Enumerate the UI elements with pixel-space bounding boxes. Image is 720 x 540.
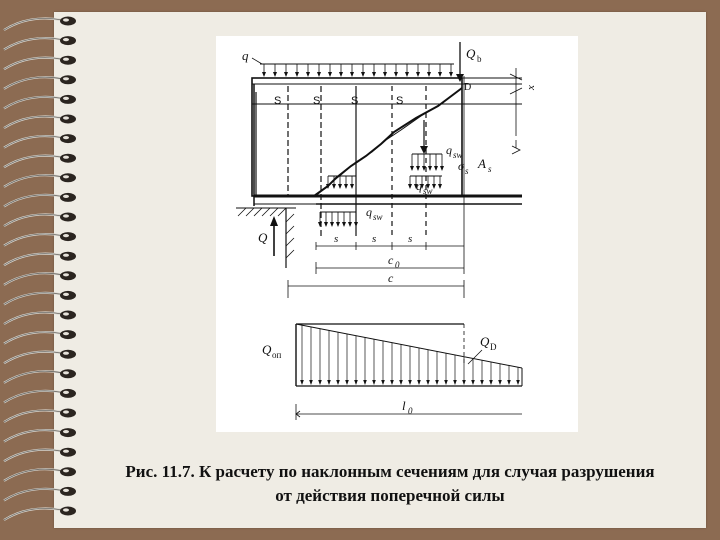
diagram-panel [216, 36, 578, 432]
spiral-ring [4, 330, 76, 344]
spiral-ring [4, 95, 76, 109]
s-label: s [334, 233, 339, 245]
spiral-ring [4, 173, 76, 187]
spiral-ring [4, 487, 76, 501]
spiral-ring [4, 75, 76, 89]
spiral-binding [0, 0, 80, 540]
spiral-ring [4, 409, 76, 423]
spiral-ring [4, 17, 76, 31]
distributed-load [260, 64, 454, 77]
q-d-subscript: D [490, 342, 497, 352]
q-load-label: q [242, 48, 249, 63]
q-op-subscript: оп [272, 350, 282, 360]
sigma-s-subscript: s [465, 166, 469, 176]
point-d-label: D [464, 82, 472, 93]
beam-outline [252, 78, 522, 206]
spiral-ring [4, 36, 76, 50]
spiral-ring [4, 271, 76, 285]
spiral-ring [4, 115, 76, 129]
sigma-s-label: σ [458, 159, 464, 173]
stirrup-spacing-label: S [313, 95, 321, 107]
spiral-ring [4, 56, 76, 69]
stirrup-spacing-label: S [274, 95, 282, 107]
x-label: x [525, 85, 537, 90]
stirrup-spacing-label: S [351, 95, 359, 107]
s-label: s [372, 233, 377, 245]
qsw-subscript: sw [453, 150, 463, 160]
qsw-label: q [416, 179, 422, 193]
l0-subscript: 0 [408, 406, 413, 416]
qsw-label: q [366, 205, 372, 219]
c-label: c [388, 271, 394, 285]
beam-diagram [216, 36, 578, 432]
spiral-ring [4, 154, 76, 168]
qb-subscript: b [477, 54, 482, 64]
spiral-ring [4, 448, 76, 462]
spiral-ring [4, 507, 76, 521]
caption-line-2: от действия поперечной силы [275, 486, 505, 505]
spiral-ring [4, 134, 76, 148]
spiral-ring [4, 389, 76, 403]
qsw-label: q [446, 143, 452, 157]
spiral-ring [4, 252, 76, 266]
q-d-label: Q [480, 334, 490, 349]
spiral-ring [4, 350, 76, 364]
q-support-label: Q [258, 230, 268, 245]
stirrup-spacing-labels [274, 95, 403, 107]
figure-caption [70, 460, 710, 508]
spiral-ring [4, 369, 76, 383]
spiral-ring [4, 311, 76, 325]
qsw-subscript: sw [373, 212, 383, 222]
spiral-ring [4, 232, 76, 246]
spiral-ring [4, 213, 76, 227]
stirrup-spacing-label: S [396, 95, 404, 107]
shear-force-qb [456, 42, 482, 93]
qsw-subscript: sw [423, 186, 433, 196]
spiral-ring [4, 291, 76, 305]
as-subscript: s [488, 164, 492, 174]
stirrups [256, 86, 426, 236]
s-label: s [408, 233, 413, 245]
caption-line-1: Рис. 11.7. К расчету по наклонным сечениям для случая разрушения [125, 462, 655, 481]
c0-subscript: 0 [395, 260, 400, 270]
spiral-ring [4, 467, 76, 481]
q-op-label: Q [262, 342, 272, 357]
l0-label: l [402, 398, 406, 413]
qb-label: Q [466, 46, 476, 61]
spiral-ring [4, 193, 76, 207]
as-label: A [478, 156, 486, 171]
stirrup-force-arrows [318, 120, 444, 227]
spiral-ring [4, 428, 76, 442]
c0-label: c [388, 253, 394, 267]
c-dimension [288, 280, 464, 298]
compressed-zone-dimension [510, 68, 522, 154]
